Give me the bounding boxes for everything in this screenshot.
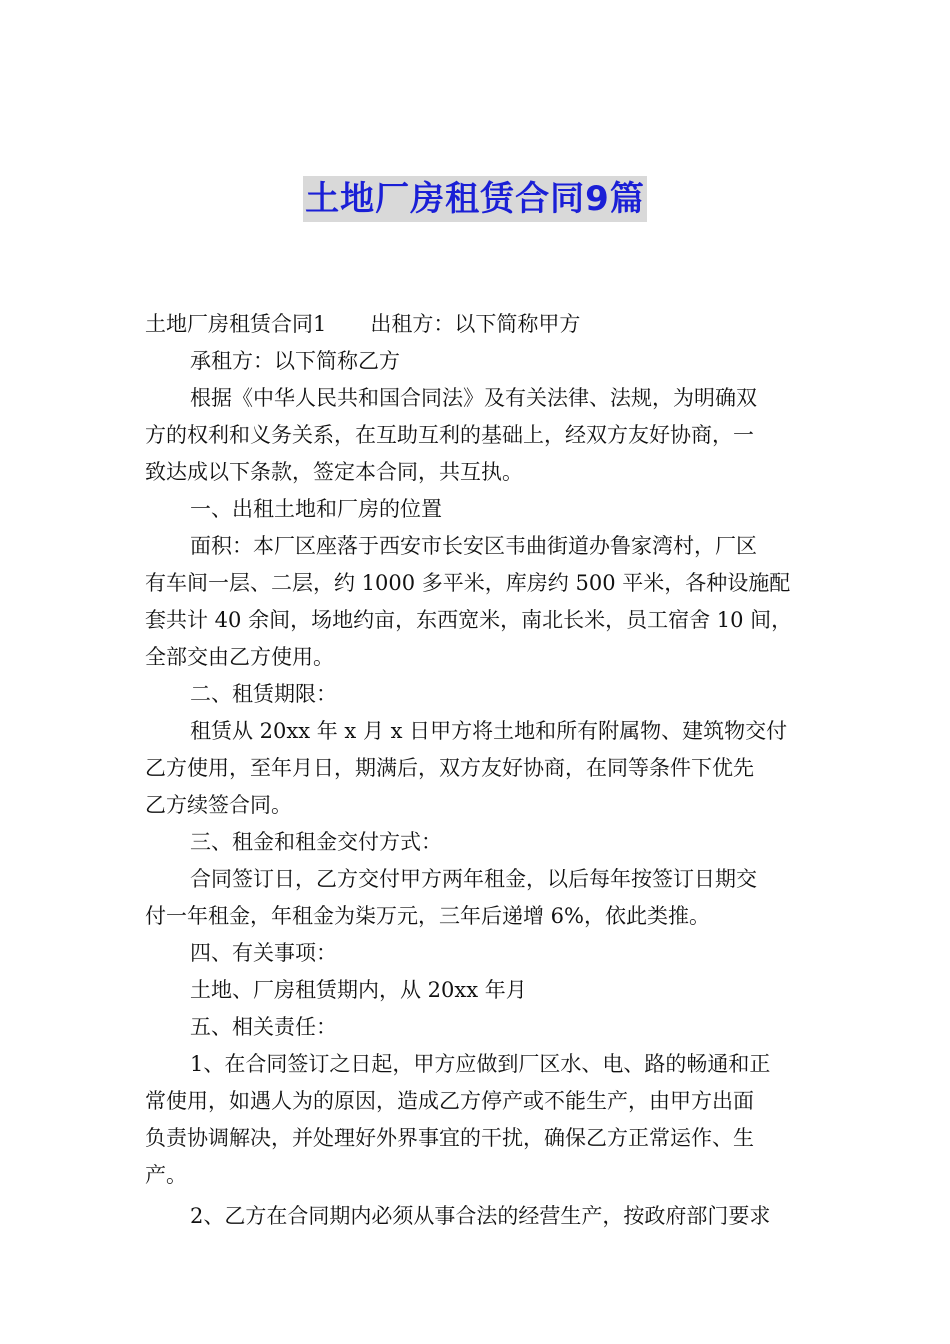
section-heading: 三、租金和租金交付方式：	[190, 830, 442, 854]
contract-heading-line	[145, 306, 825, 343]
paragraph-line: 套共计 40 余间，场地约亩，东西宽米，南北长米，员工宿舍 10 间，	[145, 608, 793, 632]
document-title: 土地厂房租赁合同9篇	[303, 176, 647, 222]
lessor-line: 出租方：以下简称甲方	[370, 312, 581, 336]
paragraph-line: 合同签订日，乙方交付甲方两年租金，以后每年按签订日期交	[190, 867, 757, 891]
paragraph-line: 根据《中华人民共和国合同法》及有关法律、法规，为明确双	[190, 386, 757, 410]
paragraph-line: 面积：本厂区座落于西安市长安区韦曲街道办鲁家湾村，厂区	[190, 534, 757, 558]
paragraph-line: 负责协调解决，并处理好外界事宜的干扰，确保乙方正常运作、生	[145, 1126, 754, 1150]
paragraph-line: 乙方使用，至年月日，期满后，双方友好协商，在同等条件下优先	[145, 756, 754, 780]
paragraph-line: 土地、厂房租赁期内，从 20xx 年月	[190, 978, 527, 1002]
section-heading: 一、出租土地和厂房的位置	[190, 497, 442, 521]
section-heading: 四、有关事项：	[190, 941, 337, 965]
paragraph-line: 产。	[145, 1163, 187, 1187]
contract-number-heading: 土地厂房租赁合同1	[145, 312, 327, 336]
title-container	[0, 176, 950, 222]
paragraph-line: 全部交由乙方使用。	[145, 645, 334, 669]
paragraph-line: 承租方：以下简称乙方	[190, 349, 400, 373]
paragraph-line: 方的权利和义务关系，在互助互利的基础上，经双方友好协商，一	[145, 423, 754, 447]
paragraph-line: 付一年租金，年租金为柒万元，三年后递增 6%，依此类推。	[145, 904, 710, 928]
paragraph-line: 2、乙方在合同期内必须从事合法的经营生产，按政府部门要求	[190, 1204, 771, 1228]
section-heading: 五、相关责任：	[190, 1015, 337, 1039]
section-heading: 二、租赁期限：	[190, 682, 337, 706]
paragraph-line: 乙方续签合同。	[145, 793, 292, 817]
paragraph-line: 有车间一层、二层，约 1000 多平米，库房约 500 平米，各种设施配	[145, 571, 791, 595]
paragraph-line: 租赁从 20xx 年 x 月 x 日甲方将土地和所有附属物、建筑物交付	[190, 719, 788, 743]
paragraph-line: 致达成以下条款，签定本合同，共互执。	[145, 460, 523, 484]
paragraph-line: 1、在合同签订之日起，甲方应做到厂区水、电、路的畅通和正	[190, 1052, 771, 1076]
document-body	[145, 306, 825, 1235]
paragraph-line: 常使用，如遇人为的原因，造成乙方停产或不能生产，由甲方出面	[145, 1089, 754, 1113]
